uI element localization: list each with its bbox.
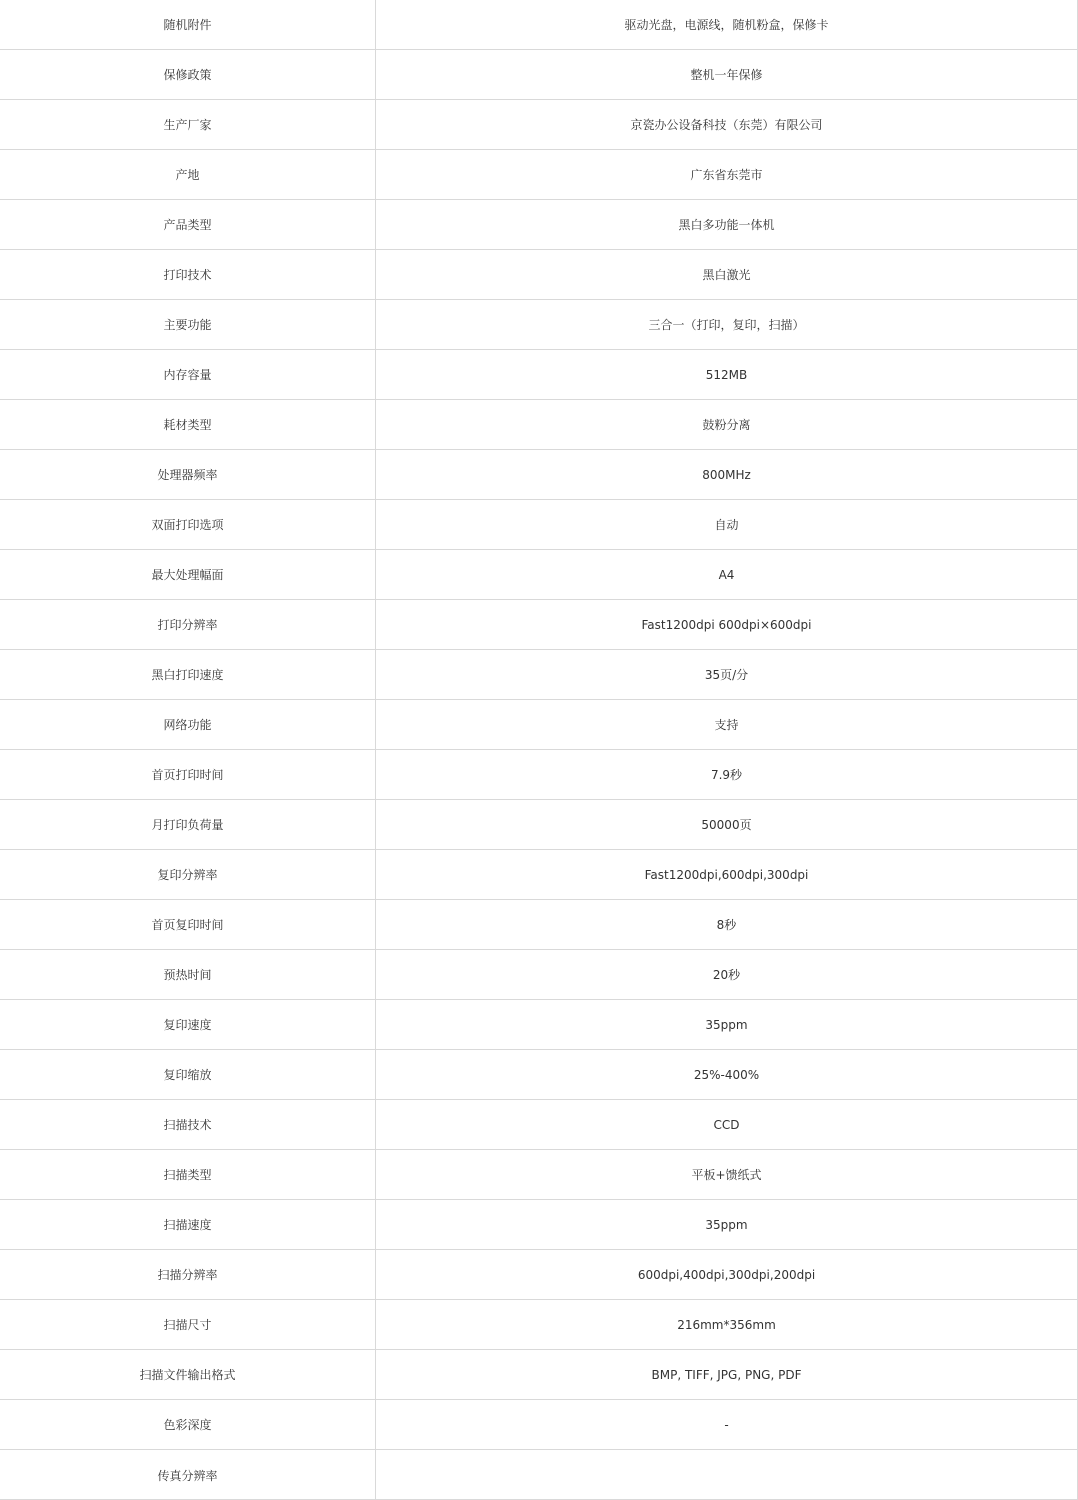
spec-row-color-depth bbox=[0, 1400, 1077, 1450]
spec-value: 7.9秒 bbox=[710, 768, 743, 782]
spec-value: 216mm*356mm bbox=[677, 1317, 776, 1332]
spec-label: 保修政策 bbox=[0, 50, 376, 99]
spec-value: Fast1200dpi,600dpi,300dpi bbox=[644, 867, 809, 882]
spec-row-print-speed bbox=[0, 650, 1077, 700]
spec-row-duty-cycle bbox=[0, 800, 1077, 850]
spec-row-scan-output-format bbox=[0, 1350, 1077, 1400]
spec-row-first-copy-time bbox=[0, 900, 1077, 950]
spec-value: Fast1200dpi 600dpi×600dpi bbox=[641, 617, 812, 632]
spec-label: 扫描文件输出格式 bbox=[0, 1350, 376, 1399]
spec-row-scan-type bbox=[0, 1150, 1077, 1200]
spec-row-scan-resolution bbox=[0, 1250, 1077, 1300]
spec-label: 耗材类型 bbox=[0, 400, 376, 449]
spec-row-processor bbox=[0, 450, 1077, 500]
spec-row-manufacturer bbox=[0, 100, 1077, 150]
spec-value: 35ppm bbox=[705, 1017, 748, 1032]
spec-value: - bbox=[724, 1417, 729, 1432]
spec-label: 打印技术 bbox=[0, 250, 376, 299]
spec-label: 扫描分辨率 bbox=[0, 1250, 376, 1299]
spec-value: 黑白激光 bbox=[702, 268, 751, 282]
spec-value: CCD bbox=[713, 1117, 740, 1132]
spec-label: 生产厂家 bbox=[0, 100, 376, 149]
spec-value: 512MB bbox=[705, 367, 748, 382]
spec-row-memory bbox=[0, 350, 1077, 400]
spec-row-copy-speed bbox=[0, 1000, 1077, 1050]
spec-value: 35页/分 bbox=[704, 668, 749, 682]
spec-row-warmup-time bbox=[0, 950, 1077, 1000]
spec-value: 35ppm bbox=[705, 1217, 748, 1232]
spec-label: 产品类型 bbox=[0, 200, 376, 249]
spec-row-duplex bbox=[0, 500, 1077, 550]
spec-row-fax-resolution bbox=[0, 1450, 1077, 1500]
spec-label: 月打印负荷量 bbox=[0, 800, 376, 849]
spec-row-network bbox=[0, 700, 1077, 750]
spec-value: 鼓粉分离 bbox=[702, 418, 751, 432]
spec-row-consumable-type bbox=[0, 400, 1077, 450]
spec-row-copy-resolution bbox=[0, 850, 1077, 900]
spec-row-product-type bbox=[0, 200, 1077, 250]
spec-value: 20秒 bbox=[712, 968, 741, 982]
spec-row-max-paper-size bbox=[0, 550, 1077, 600]
spec-value: 支持 bbox=[714, 718, 739, 732]
spec-label: 网络功能 bbox=[0, 700, 376, 749]
spec-label: 处理器频率 bbox=[0, 450, 376, 499]
spec-row-scan-technology bbox=[0, 1100, 1077, 1150]
spec-value: 800MHz bbox=[702, 467, 751, 482]
spec-label: 双面打印选项 bbox=[0, 500, 376, 549]
spec-value: 京瓷办公设备科技（东莞）有限公司 bbox=[630, 118, 823, 132]
spec-label: 首页打印时间 bbox=[0, 750, 376, 799]
spec-row-copy-zoom bbox=[0, 1050, 1077, 1100]
spec-label: 复印缩放 bbox=[0, 1050, 376, 1099]
spec-label: 复印分辨率 bbox=[0, 850, 376, 899]
spec-value: 驱动光盘，电源线，随机粉盒，保修卡 bbox=[624, 18, 829, 32]
spec-row-scan-speed bbox=[0, 1200, 1077, 1250]
spec-label: 主要功能 bbox=[0, 300, 376, 349]
spec-row-origin bbox=[0, 150, 1077, 200]
spec-row-main-functions bbox=[0, 300, 1077, 350]
spec-value: 整机一年保修 bbox=[690, 68, 763, 82]
spec-label: 预热时间 bbox=[0, 950, 376, 999]
spec-value: BMP, TIFF, JPG, PNG, PDF bbox=[651, 1367, 802, 1382]
spec-label: 首页复印时间 bbox=[0, 900, 376, 949]
spec-label: 扫描尺寸 bbox=[0, 1300, 376, 1349]
spec-row-print-technology bbox=[0, 250, 1077, 300]
spec-row-warranty bbox=[0, 50, 1077, 100]
spec-row-first-print-time bbox=[0, 750, 1077, 800]
spec-row-scan-size bbox=[0, 1300, 1077, 1350]
spec-value: 三合一（打印，复印，扫描） bbox=[648, 318, 805, 332]
spec-label: 内存容量 bbox=[0, 350, 376, 399]
spec-label: 复印速度 bbox=[0, 1000, 376, 1049]
spec-value: 8秒 bbox=[716, 918, 737, 932]
spec-label: 打印分辨率 bbox=[0, 600, 376, 649]
spec-label: 产地 bbox=[0, 150, 376, 199]
spec-label: 传真分辨率 bbox=[0, 1450, 376, 1499]
spec-label: 黑白打印速度 bbox=[0, 650, 376, 699]
spec-label: 扫描速度 bbox=[0, 1200, 376, 1249]
spec-label: 扫描类型 bbox=[0, 1150, 376, 1199]
spec-label: 色彩深度 bbox=[0, 1400, 376, 1449]
spec-row-accessories bbox=[0, 0, 1077, 50]
spec-value: 黑白多功能一体机 bbox=[678, 218, 775, 232]
spec-value: 25%-400% bbox=[693, 1067, 760, 1082]
spec-label: 随机附件 bbox=[0, 0, 376, 49]
spec-value: 自动 bbox=[714, 518, 739, 532]
spec-value: 600dpi,400dpi,300dpi,200dpi bbox=[637, 1267, 816, 1282]
spec-row-print-resolution bbox=[0, 600, 1077, 650]
spec-value: 平板+馈纸式 bbox=[691, 1168, 762, 1182]
spec-label: 扫描技术 bbox=[0, 1100, 376, 1149]
spec-value: 广东省东莞市 bbox=[690, 168, 763, 182]
spec-label: 最大处理幅面 bbox=[0, 550, 376, 599]
spec-value: A4 bbox=[718, 567, 735, 582]
spec-value: 50000页 bbox=[701, 818, 752, 832]
spec-value bbox=[376, 1450, 1077, 1499]
